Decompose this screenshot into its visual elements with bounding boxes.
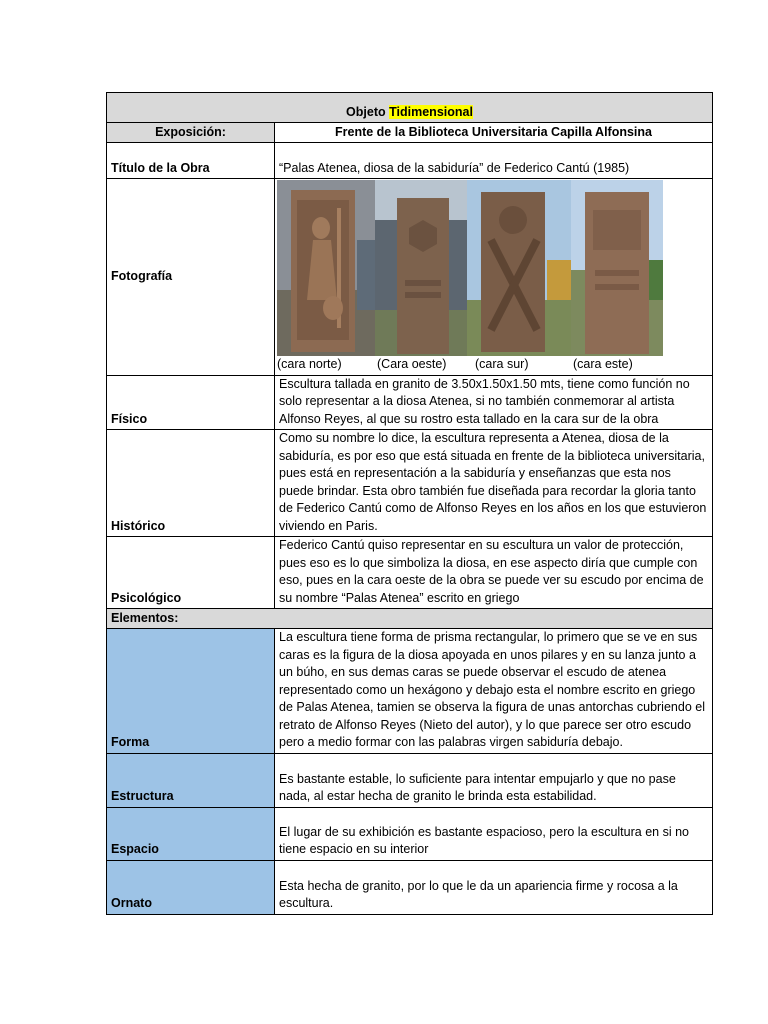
historico-label: Histórico <box>107 430 275 537</box>
psicologico-label: Psicológico <box>107 537 275 609</box>
exposicion-label: Exposición: <box>107 123 275 143</box>
caption-east: (cara este) <box>573 357 633 371</box>
fisico-value: Escultura tallada en granito de 3.50x1.50x1.50 mts, tiene como función no solo representar a la diosa Atenea, si no también conmemorar al artista Alfonso Reyes, al que su rostro esta tallado en la cara sur de la obra <box>275 375 713 430</box>
titulo-label: Título de la Obra <box>107 143 275 179</box>
title-highlight: Tidimensional <box>389 104 473 119</box>
fisico-label: Físico <box>107 375 275 430</box>
espacio-label: Espacio <box>107 807 275 860</box>
forma-label: Forma <box>107 629 275 754</box>
photo-captions <box>277 356 712 374</box>
sculpture-north-photo <box>277 180 375 356</box>
caption-north: (cara norte) <box>277 357 342 371</box>
forma-value: La escultura tiene forma de prisma rectangular, lo primero que se ve en sus caras es la figura de la diosa apoyada en unos pilares y en su lanza junto a un búho, en sus demas caras se puede observar el escudo de atenea representado como un hexágono y debajo esta el nombre escrito en griego de Palas Atenea, tamien se observa la figura de unas antorchas cubriendo el retrato de Alfonso Reyes (Nieto del autor), y lo que parece ser otro escudo pero a medio formar con las palabras virgen sabiduría debajo. <box>275 629 713 754</box>
analysis-table <box>106 92 713 915</box>
photo-strip <box>277 180 712 356</box>
exposicion-value: Frente de la Biblioteca Universitaria Capilla Alfonsina <box>275 123 713 143</box>
sculpture-south-photo <box>467 180 571 356</box>
titulo-value: “Palas Atenea, diosa de la sabiduría” de Federico Cantú (1985) <box>275 143 713 179</box>
psicologico-value: Federico Cantú quiso representar en su escultura un valor de protección, pues eso es lo que simboliza la diosa, en ese aspecto diría que cumple con eso, pues en la cara oeste de la obra se puede ver su escudo por encima de su nombre “Palas Atenea” escrito en griego <box>275 537 713 609</box>
caption-south: (cara sur) <box>475 357 529 371</box>
table-title <box>107 93 713 123</box>
title-prefix: Objeto <box>346 104 386 119</box>
historico-value: Como su nombre lo dice, la escultura representa a Atenea, diosa de la sabiduría, es por eso que está situada en frente de la biblioteca universitaria, pues está en representación a la sabiduría y enseñanzas que esta nos puede brindar. Esta obro también fue diseñada para recordar la gloria tanto de Federico Cantú como de Alfonso Reyes en los años en los que estuvieron viviendo en Paris. <box>275 430 713 537</box>
elementos-label: Elementos: <box>107 609 713 629</box>
estructura-label: Estructura <box>107 753 275 807</box>
sculpture-east-photo <box>571 180 663 356</box>
espacio-value: El lugar de su exhibición es bastante espacioso, pero la escultura en si no tiene espacio en su interior <box>275 807 713 860</box>
fotografia-cell <box>275 179 713 376</box>
caption-west: (Cara oeste) <box>377 357 447 371</box>
ornato-value: Esta hecha de granito, por lo que le da un apariencia firme y rocosa a la escultura. <box>275 860 713 914</box>
ornato-label: Ornato <box>107 860 275 914</box>
estructura-value: Es bastante estable, lo suficiente para intentar empujarlo y que no pase nada, al estar hecha de granito le brinda esta estabilidad. <box>275 753 713 807</box>
sculpture-west-photo <box>375 180 467 356</box>
fotografia-label: Fotografía <box>107 179 275 376</box>
